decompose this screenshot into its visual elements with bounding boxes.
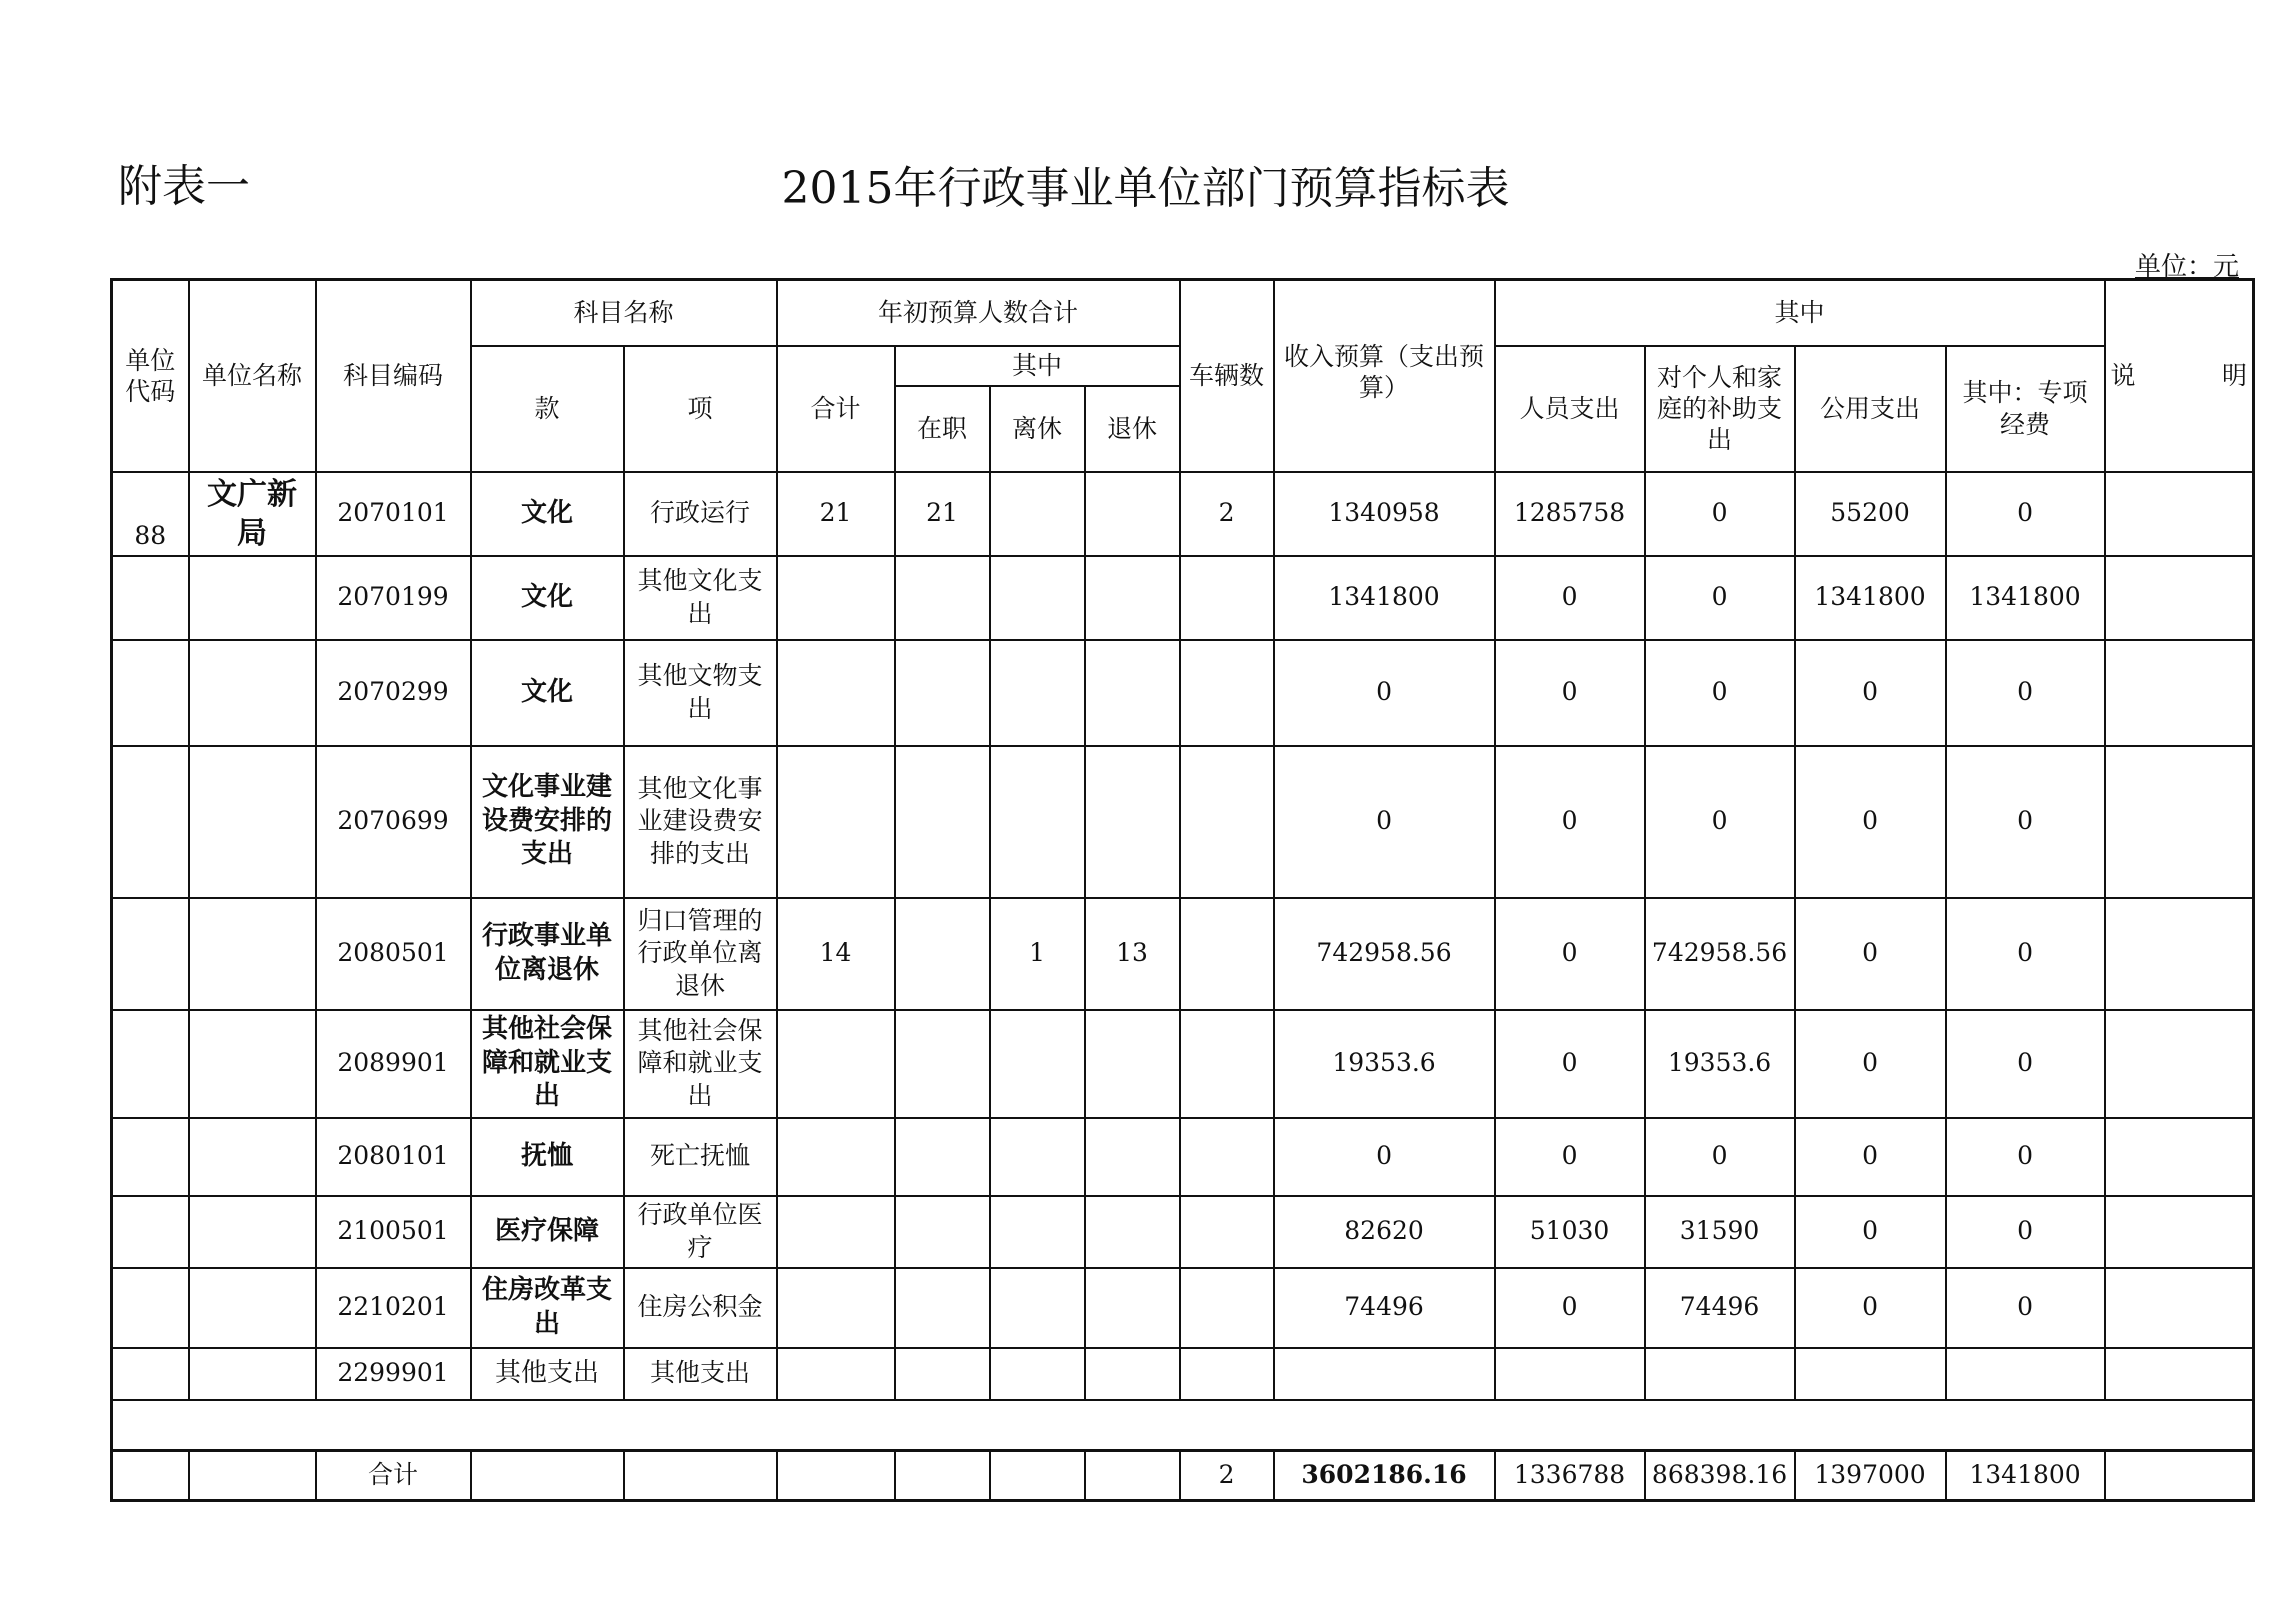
vehicles-cell: 2 xyxy=(1180,472,1274,556)
total-cell xyxy=(895,1450,990,1500)
unit-name-cell xyxy=(189,556,316,640)
income-cell: 0 xyxy=(1274,746,1495,898)
vehicles-cell xyxy=(1180,1348,1274,1400)
staff-total-cell xyxy=(777,1268,895,1348)
on-duty-cell: 21 xyxy=(895,472,990,556)
col-staff-sub-group: 其中 xyxy=(895,346,1180,386)
on-duty-cell xyxy=(895,898,990,1010)
income-cell: 74496 xyxy=(1274,1268,1495,1348)
unit-name-cell xyxy=(189,1348,316,1400)
col-note: 说明 xyxy=(2105,280,2254,472)
unit-name-cell xyxy=(189,1010,316,1118)
special-cell: 0 xyxy=(1946,472,2105,556)
total-special: 1341800 xyxy=(1946,1450,2105,1500)
note-cell xyxy=(2105,1118,2254,1196)
col-special: 其中：专项经费 xyxy=(1946,346,2105,472)
unit-code-cell xyxy=(112,1010,189,1118)
on-duty-cell xyxy=(895,640,990,746)
on-duty-cell xyxy=(895,1348,990,1400)
xiang-cell: 死亡抚恤 xyxy=(624,1118,777,1196)
lixiu-cell xyxy=(990,556,1085,640)
kuan-cell: 其他社会保障和就业支出 xyxy=(471,1010,624,1118)
household-cell: 0 xyxy=(1645,556,1795,640)
col-lixiu: 离休 xyxy=(990,386,1085,472)
public-cell: 0 xyxy=(1795,898,1946,1010)
tuixiu-cell xyxy=(1085,1268,1180,1348)
note-cell xyxy=(2105,746,2254,898)
note-cell xyxy=(2105,898,2254,1010)
col-xiang: 项 xyxy=(624,346,777,472)
on-duty-cell xyxy=(895,1196,990,1268)
col-household: 对个人和家庭的补助支出 xyxy=(1645,346,1795,472)
tuixiu-cell xyxy=(1085,556,1180,640)
personnel-cell xyxy=(1495,1348,1645,1400)
tuixiu-cell xyxy=(1085,1196,1180,1268)
income-cell: 0 xyxy=(1274,1118,1495,1196)
table-body xyxy=(112,472,2254,1400)
unit-name-cell xyxy=(189,746,316,898)
income-cell xyxy=(1274,1348,1495,1400)
lixiu-cell xyxy=(990,1196,1085,1268)
unit-code-cell xyxy=(112,898,189,1010)
total-label: 合计 xyxy=(316,1450,471,1500)
table-row xyxy=(112,1268,2254,1348)
document-title: 2015年行政事业单位部门预算指标表 xyxy=(781,163,1510,214)
household-cell xyxy=(1645,1348,1795,1400)
xiang-cell: 其他文化支出 xyxy=(624,556,777,640)
lixiu-cell xyxy=(990,640,1085,746)
personnel-cell: 51030 xyxy=(1495,1196,1645,1268)
public-cell xyxy=(1795,1348,1946,1400)
kuan-cell: 文化 xyxy=(471,640,624,746)
unit-name-cell xyxy=(189,1268,316,1348)
table-row xyxy=(112,472,2254,556)
kuan-cell: 医疗保障 xyxy=(471,1196,624,1268)
table-row xyxy=(112,640,2254,746)
household-cell: 0 xyxy=(1645,1118,1795,1196)
tuixiu-cell: 13 xyxy=(1085,898,1180,1010)
vehicles-cell xyxy=(1180,898,1274,1010)
on-duty-cell xyxy=(895,746,990,898)
household-cell: 31590 xyxy=(1645,1196,1795,1268)
total-cell xyxy=(189,1450,316,1500)
staff-total-cell xyxy=(777,1348,895,1400)
kuan-cell: 行政事业单位离退休 xyxy=(471,898,624,1010)
xiang-cell: 其他支出 xyxy=(624,1348,777,1400)
subject-code-cell: 2070199 xyxy=(316,556,471,640)
tuixiu-cell xyxy=(1085,1010,1180,1118)
unit-code-cell xyxy=(112,1268,189,1348)
income-cell: 0 xyxy=(1274,640,1495,746)
subject-code-cell: 2080101 xyxy=(316,1118,471,1196)
xiang-cell: 行政运行 xyxy=(624,472,777,556)
household-cell: 0 xyxy=(1645,472,1795,556)
household-cell: 19353.6 xyxy=(1645,1010,1795,1118)
unit-name-cell xyxy=(189,640,316,746)
staff-total-cell xyxy=(777,556,895,640)
public-cell: 0 xyxy=(1795,1196,1946,1268)
special-cell: 0 xyxy=(1946,1010,2105,1118)
special-cell: 0 xyxy=(1946,1196,2105,1268)
table-row xyxy=(112,1010,2254,1118)
on-duty-cell xyxy=(895,1268,990,1348)
staff-total-cell xyxy=(777,1010,895,1118)
personnel-cell: 1285758 xyxy=(1495,472,1645,556)
unit-code-cell xyxy=(112,640,189,746)
col-vehicles: 车辆数 xyxy=(1180,280,1274,472)
attachment-label: 附表一 xyxy=(118,161,250,212)
lixiu-cell xyxy=(990,1118,1085,1196)
vehicles-cell xyxy=(1180,556,1274,640)
public-cell: 55200 xyxy=(1795,472,1946,556)
income-cell: 82620 xyxy=(1274,1196,1495,1268)
staff-total-cell xyxy=(777,1118,895,1196)
col-tuixiu: 退休 xyxy=(1085,386,1180,472)
total-cell xyxy=(471,1450,624,1500)
subject-code-cell: 2100501 xyxy=(316,1196,471,1268)
col-staff-group: 年初预算人数合计 xyxy=(777,280,1180,346)
total-cell xyxy=(1085,1450,1180,1500)
income-cell: 19353.6 xyxy=(1274,1010,1495,1118)
note-cell xyxy=(2105,472,2254,556)
total-cell xyxy=(624,1450,777,1500)
unit-name-cell xyxy=(189,1196,316,1268)
xiang-cell: 其他文物支出 xyxy=(624,640,777,746)
xiang-cell: 其他社会保障和就业支出 xyxy=(624,1010,777,1118)
total-personnel: 1336788 xyxy=(1495,1450,1645,1500)
total-income: 3602186.16 xyxy=(1274,1450,1495,1500)
col-public: 公用支出 xyxy=(1795,346,1946,472)
total-note xyxy=(2105,1450,2254,1500)
tuixiu-cell xyxy=(1085,1348,1180,1400)
lixiu-cell xyxy=(990,1010,1085,1118)
public-cell: 0 xyxy=(1795,1010,1946,1118)
budget-table xyxy=(110,278,2255,1502)
col-on-duty: 在职 xyxy=(895,386,990,472)
unit-code-cell xyxy=(112,1348,189,1400)
income-cell: 1341800 xyxy=(1274,556,1495,640)
xiang-cell: 其他文化事业建设费安排的支出 xyxy=(624,746,777,898)
note-cell xyxy=(2105,1348,2254,1400)
public-cell: 0 xyxy=(1795,746,1946,898)
subject-code-cell: 2089901 xyxy=(316,1010,471,1118)
unit-code-cell xyxy=(112,746,189,898)
total-vehicles: 2 xyxy=(1180,1450,1274,1500)
col-unit-code: 单位代码 xyxy=(112,280,189,472)
col-staff-total: 合计 xyxy=(777,346,895,472)
kuan-cell: 文化事业建设费安排的支出 xyxy=(471,746,624,898)
col-kuan: 款 xyxy=(471,346,624,472)
col-subject-code: 科目编码 xyxy=(316,280,471,472)
personnel-cell: 0 xyxy=(1495,1010,1645,1118)
vehicles-cell xyxy=(1180,640,1274,746)
income-cell: 742958.56 xyxy=(1274,898,1495,1010)
total-cell xyxy=(777,1450,895,1500)
tuixiu-cell xyxy=(1085,472,1180,556)
personnel-cell: 0 xyxy=(1495,640,1645,746)
col-breakdown-group: 其中 xyxy=(1495,280,2105,346)
lixiu-cell xyxy=(990,1348,1085,1400)
xiang-cell: 归口管理的行政单位离退休 xyxy=(624,898,777,1010)
on-duty-cell xyxy=(895,556,990,640)
vehicles-cell xyxy=(1180,1010,1274,1118)
xiang-cell: 住房公积金 xyxy=(624,1268,777,1348)
on-duty-cell xyxy=(895,1118,990,1196)
personnel-cell: 0 xyxy=(1495,898,1645,1010)
public-cell: 0 xyxy=(1795,640,1946,746)
unit-code-cell xyxy=(112,1118,189,1196)
income-cell: 1340958 xyxy=(1274,472,1495,556)
personnel-cell: 0 xyxy=(1495,1118,1645,1196)
subject-code-cell: 2080501 xyxy=(316,898,471,1010)
personnel-cell: 0 xyxy=(1495,1268,1645,1348)
staff-total-cell: 21 xyxy=(777,472,895,556)
subject-code-cell: 2070101 xyxy=(316,472,471,556)
table-row xyxy=(112,1348,2254,1400)
vehicles-cell xyxy=(1180,1196,1274,1268)
subject-code-cell: 2070699 xyxy=(316,746,471,898)
lixiu-cell xyxy=(990,1268,1085,1348)
kuan-cell: 抚恤 xyxy=(471,1118,624,1196)
note-cell xyxy=(2105,556,2254,640)
lixiu-cell xyxy=(990,746,1085,898)
col-income: 收入预算（支出预算） xyxy=(1274,280,1495,472)
lixiu-cell: 1 xyxy=(990,898,1085,1010)
kuan-cell: 其他支出 xyxy=(471,1348,624,1400)
kuan-cell: 文化 xyxy=(471,556,624,640)
subject-code-cell: 2070299 xyxy=(316,640,471,746)
tuixiu-cell xyxy=(1085,1118,1180,1196)
subject-code-cell: 2299901 xyxy=(316,1348,471,1400)
subject-code-cell: 2210201 xyxy=(316,1268,471,1348)
unit-name-cell xyxy=(189,898,316,1010)
staff-total-cell: 14 xyxy=(777,898,895,1010)
tuixiu-cell xyxy=(1085,640,1180,746)
table-row xyxy=(112,898,2254,1010)
special-cell: 0 xyxy=(1946,1268,2105,1348)
staff-total-cell xyxy=(777,1196,895,1268)
table-row xyxy=(112,556,2254,640)
note-cell xyxy=(2105,1268,2254,1348)
personnel-cell: 0 xyxy=(1495,556,1645,640)
kuan-cell: 住房改革支出 xyxy=(471,1268,624,1348)
vehicles-cell xyxy=(1180,1268,1274,1348)
unit-code-cell xyxy=(112,556,189,640)
table-row xyxy=(112,1118,2254,1196)
lixiu-cell xyxy=(990,472,1085,556)
total-public: 1397000 xyxy=(1795,1450,1946,1500)
col-personnel: 人员支出 xyxy=(1495,346,1645,472)
vehicles-cell xyxy=(1180,746,1274,898)
special-cell: 0 xyxy=(1946,640,2105,746)
public-cell: 0 xyxy=(1795,1268,1946,1348)
special-cell: 0 xyxy=(1946,1118,2105,1196)
total-cell xyxy=(990,1450,1085,1500)
unit-label: 单位：元 xyxy=(2134,252,2239,282)
unit-name-cell xyxy=(189,1118,316,1196)
col-unit-name: 单位名称 xyxy=(189,280,316,472)
note-cell xyxy=(2105,1196,2254,1268)
spacer-row xyxy=(112,1400,2254,1451)
total-cell xyxy=(112,1450,189,1500)
xiang-cell: 行政单位医疗 xyxy=(624,1196,777,1268)
special-cell xyxy=(1946,1348,2105,1400)
note-cell xyxy=(2105,640,2254,746)
household-cell: 0 xyxy=(1645,640,1795,746)
unit-code-cell xyxy=(112,1196,189,1268)
staff-total-cell xyxy=(777,640,895,746)
household-cell: 742958.56 xyxy=(1645,898,1795,1010)
special-cell: 1341800 xyxy=(1946,556,2105,640)
tuixiu-cell xyxy=(1085,746,1180,898)
total-household: 868398.16 xyxy=(1645,1450,1795,1500)
unit-code-cell: 88 xyxy=(112,472,189,556)
table-row xyxy=(112,746,2254,898)
vehicles-cell xyxy=(1180,1118,1274,1196)
unit-name-cell: 文广新局 xyxy=(189,472,316,556)
special-cell: 0 xyxy=(1946,898,2105,1010)
staff-total-cell xyxy=(777,746,895,898)
note-cell xyxy=(2105,1010,2254,1118)
kuan-cell: 文化 xyxy=(471,472,624,556)
special-cell: 0 xyxy=(1946,746,2105,898)
on-duty-cell xyxy=(895,1010,990,1118)
household-cell: 74496 xyxy=(1645,1268,1795,1348)
public-cell: 1341800 xyxy=(1795,556,1946,640)
col-subject-name: 科目名称 xyxy=(471,280,777,346)
personnel-cell: 0 xyxy=(1495,746,1645,898)
public-cell: 0 xyxy=(1795,1118,1946,1196)
table-row xyxy=(112,1196,2254,1268)
household-cell: 0 xyxy=(1645,746,1795,898)
